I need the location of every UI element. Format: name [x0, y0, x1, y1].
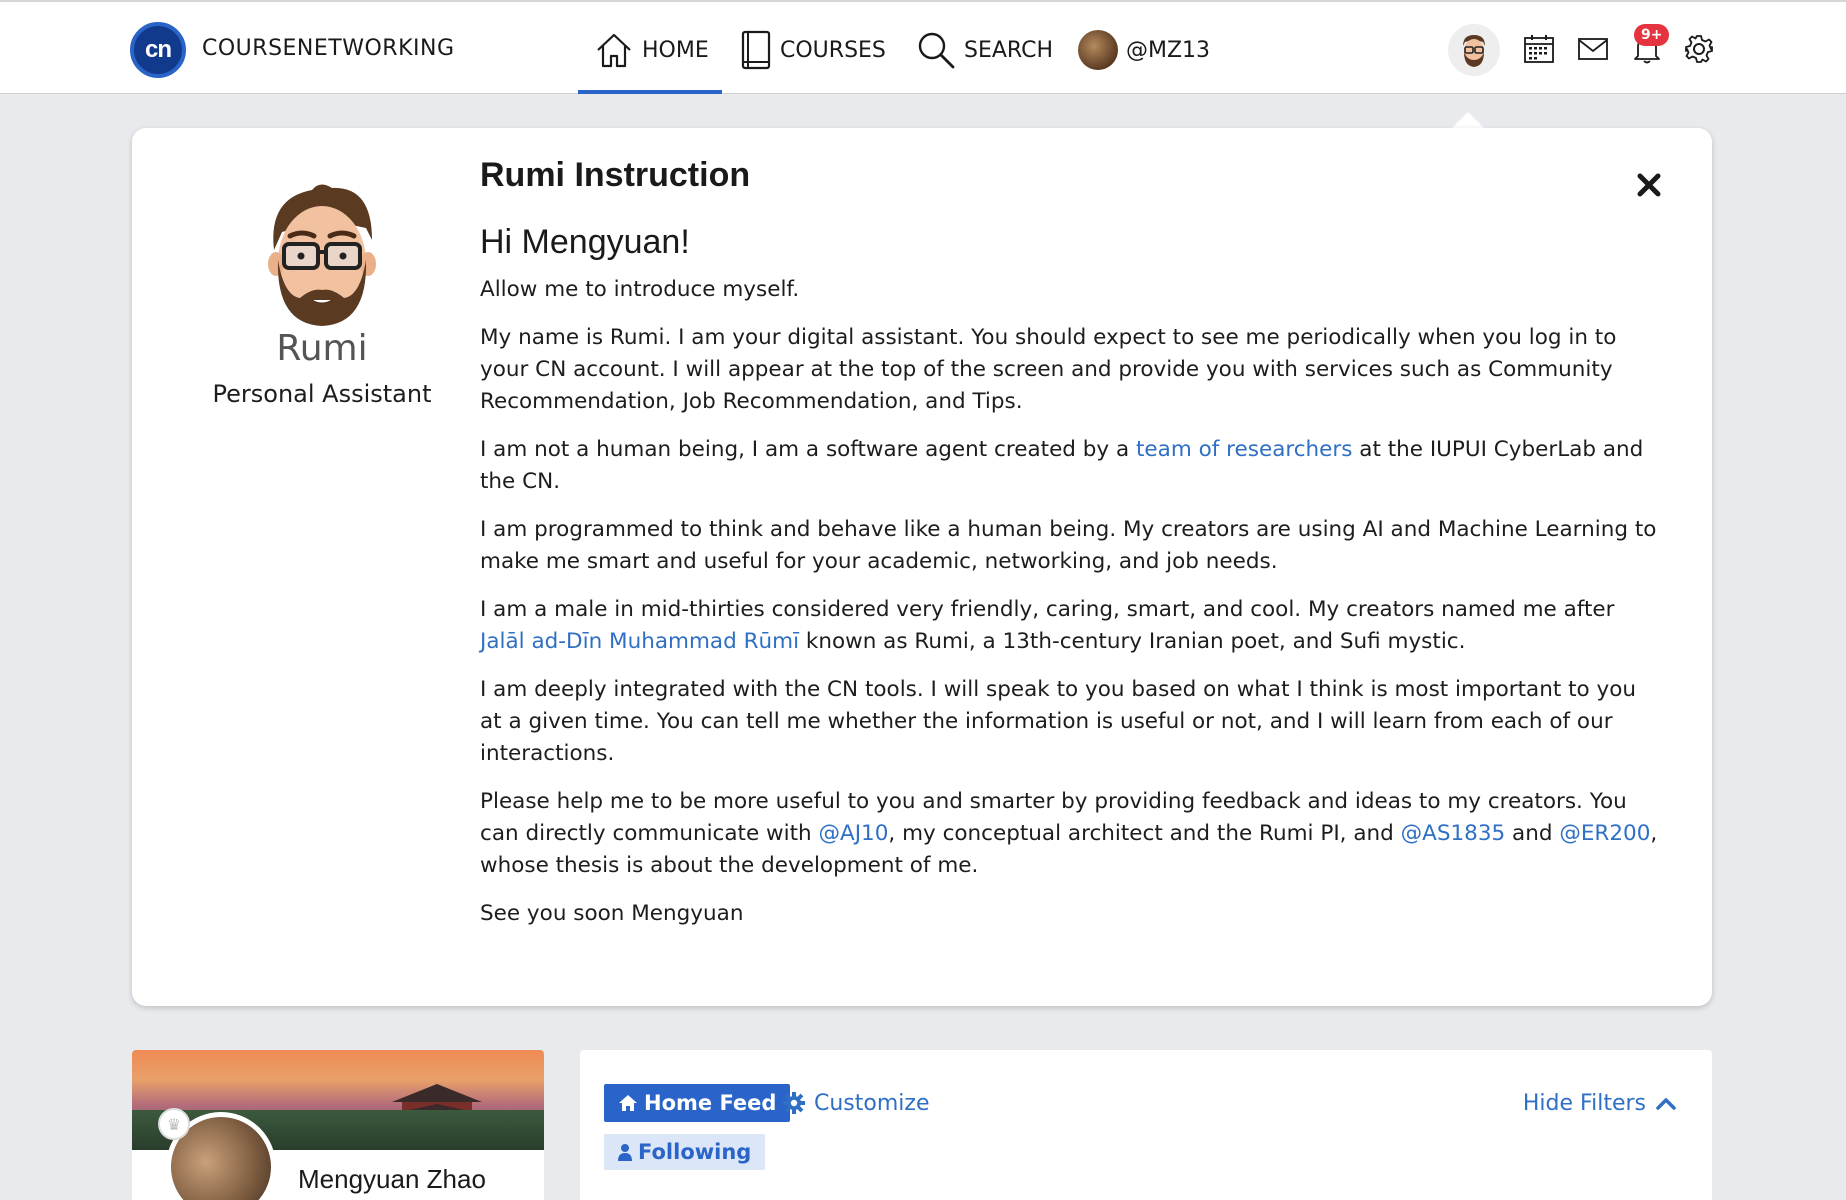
text: I am not a human being, I am a software agent created by a	[480, 437, 1136, 462]
top-navigation-bar	[0, 0, 1846, 94]
nav-courses[interactable]	[740, 26, 886, 74]
nav-search-label: SEARCH	[964, 37, 1054, 63]
calendar-icon[interactable]	[1522, 32, 1556, 66]
chevron-up-icon	[1656, 1096, 1676, 1110]
rumi-instruction-panel	[132, 128, 1712, 1006]
nav-home-label: HOME	[642, 37, 709, 63]
home-feed-label: Home Feed	[644, 1091, 777, 1115]
paragraph-intro: Allow me to introduce myself.	[480, 277, 800, 302]
paragraph-integration: I am deeply integrated with the CN tools. I will speak to you based on what I think is most important to you at a given time. You can tell me whether the information is useful or not, and I will learn from each of our interactions.	[480, 677, 1637, 766]
nav-profile-label: @MZ13	[1126, 37, 1211, 63]
text: , whose thesis is about the development of me.	[480, 821, 1658, 878]
rumi-poet-link[interactable]: Jalāl ad-Dīn Muhammad Rūmī	[480, 629, 800, 654]
as1835-link[interactable]: @AS1835	[1400, 821, 1506, 846]
rumi-avatar-icon	[1454, 30, 1494, 70]
team-of-researchers-link[interactable]: team of researchers	[1136, 437, 1353, 462]
active-tab-indicator	[578, 90, 722, 94]
nav-home[interactable]	[594, 26, 709, 74]
paragraph-programmed: I am programmed to think and behave like a human being. My creators are using AI and Machine Learning to make me smart and useful for your academic, networking, and job needs.	[480, 517, 1657, 574]
logo-text: cn	[144, 36, 171, 63]
cn-logo[interactable]	[130, 22, 186, 78]
assistant-role: Personal Assistant	[212, 380, 432, 408]
instruction-content	[480, 156, 1660, 946]
hide-filters-label: Hide Filters	[1522, 1090, 1646, 1116]
profile-name[interactable]: Mengyuan Zhao	[298, 1164, 486, 1194]
user-icon	[618, 1143, 632, 1161]
assistant-name: Rumi	[276, 328, 368, 369]
home-icon	[594, 30, 634, 70]
book-icon	[740, 30, 772, 70]
gear-icon	[782, 1091, 806, 1115]
feed-panel	[580, 1050, 1712, 1200]
profile-card	[132, 1050, 544, 1200]
hide-filters-toggle[interactable]	[1523, 1084, 1676, 1122]
brand-name[interactable]: COURSENETWORKING	[202, 36, 455, 61]
mail-icon[interactable]	[1576, 32, 1610, 66]
nav-search[interactable]	[916, 26, 1053, 74]
customize-label: Customize	[814, 1090, 930, 1116]
rumi-avatar-illustration	[232, 180, 412, 330]
er200-link[interactable]: @ER200	[1559, 821, 1651, 846]
text: , my conceptual architect and the Rumi PI, and	[888, 821, 1401, 846]
notification-badge: 9+	[1634, 24, 1669, 46]
paragraph-signoff: See you soon Mengyuan	[480, 901, 744, 926]
greeting: Hi Mengyuan!	[480, 223, 690, 261]
text: I am a male in mid-thirties considered very friendly, caring, smart, and cool. My creators named me after	[480, 597, 1615, 622]
text: known as Rumi, a 13th-century Iranian poet, and Sufi mystic.	[799, 629, 1466, 654]
search-icon	[916, 30, 956, 70]
paragraph-researchers	[480, 434, 1660, 498]
paragraph-persona	[480, 594, 1660, 658]
gear-icon[interactable]	[1682, 32, 1716, 66]
text: and	[1505, 821, 1560, 846]
user-avatar	[1078, 30, 1118, 70]
crown-icon: ♛	[158, 1108, 190, 1140]
nav-courses-label: COURSES	[780, 37, 886, 63]
paragraph-name: My name is Rumi. I am your digital assistant. You should expect to see me periodically when you log in to your CN account. I will appear at the top of the screen and provide you with services such as Community Recommendation, Job Recommendation, and Tips.	[480, 325, 1617, 414]
home-feed-button[interactable]	[604, 1084, 790, 1122]
text: Please help me to be more useful to you and smarter by providing feedback and ideas to my creators. You can directly communicate with	[480, 789, 1627, 846]
following-filter-button[interactable]	[604, 1134, 765, 1170]
popover-pointer	[1452, 112, 1484, 128]
rumi-assistant-button[interactable]	[1448, 24, 1500, 76]
nav-profile[interactable]	[1078, 26, 1210, 74]
panel-title: Rumi Instruction	[480, 156, 751, 194]
text: at the IUPUI CyberLab and the CN.	[480, 437, 1644, 494]
customize-button[interactable]	[782, 1084, 929, 1122]
home-icon	[618, 1094, 638, 1112]
following-label: Following	[638, 1140, 752, 1164]
paragraph-feedback	[480, 786, 1660, 882]
aj10-link[interactable]: @AJ10	[818, 821, 889, 846]
